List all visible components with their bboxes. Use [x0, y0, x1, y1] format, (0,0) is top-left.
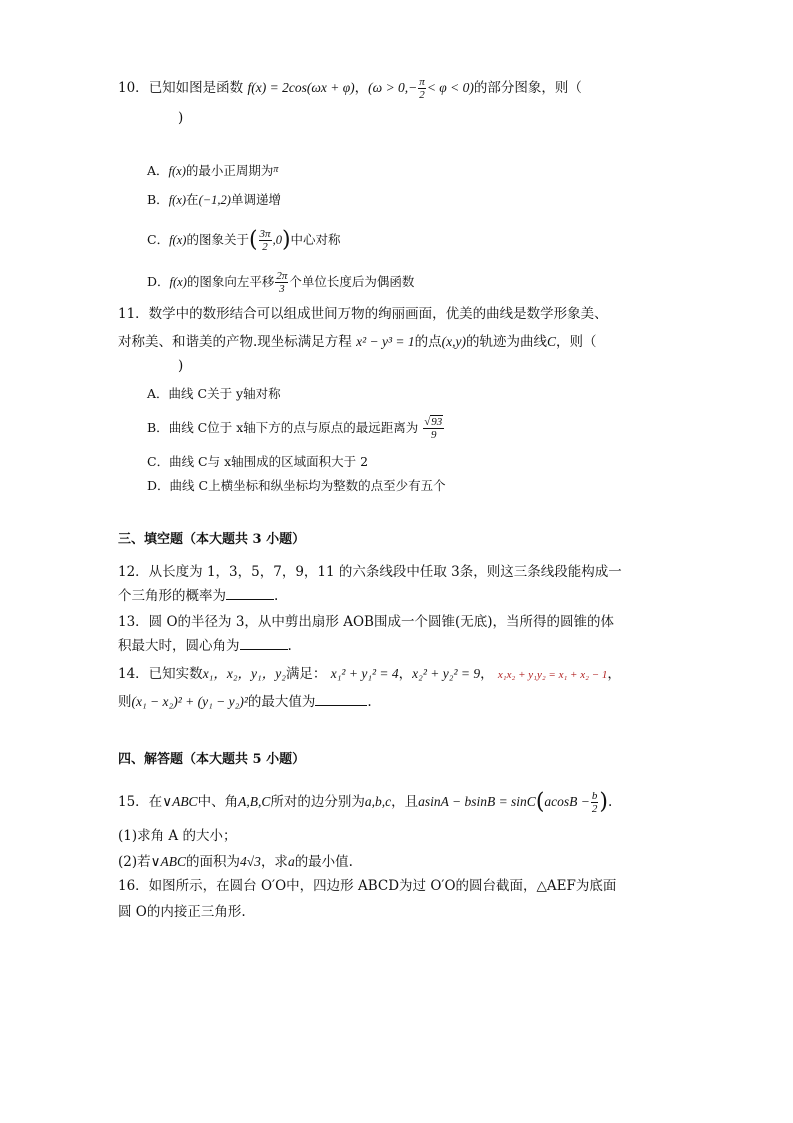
q10-close: ): [178, 110, 184, 126]
q15-part1: (1)求角 A 的大小；: [118, 828, 237, 844]
q13-line2: 积最大时，圆心角为 .: [118, 638, 292, 654]
q12-line1: 12．从长度为 1，3，5，7，9，11 的六条线段中任取 3条，则这三条线段能构成一: [118, 564, 622, 580]
section-heading-answer: 四、解答题（本大题共 5 小题）: [118, 752, 306, 767]
q10-number: 10．: [118, 80, 149, 96]
q12-line2: 个三角形的概率为 .: [118, 588, 279, 604]
q11-option-b: B．曲线 C位于 x轴下方的点与原点的最远距离为 $\frac{√93}{9}$: [147, 416, 443, 441]
q14-line2: 则(x₁ − x₂)² + (y₁ − y₂)²的最大值为 .: [118, 694, 372, 710]
q16-line2: 圆 O的内接正三角形.: [118, 904, 246, 920]
q16-line1: 16．如图所示，在圆台 O′O中，四边形 ABCD为过 O′O的圆台截面，△AEF为底面: [118, 878, 617, 894]
q14-answer-blank[interactable]: [315, 693, 367, 706]
q10-option-b: B．f(x)在(−1,2)单调递增: [147, 192, 281, 207]
q11-option-c: C．曲线 C与 x轴围成的区域面积大于 2: [147, 454, 369, 469]
q11-option-d: D．曲线 C上横坐标和纵坐标均为整数的点至少有五个: [147, 478, 446, 493]
q11-line1: 11．数学中的数形结合可以组成世间万物的绚丽画面，优美的曲线是数学形象美、: [118, 306, 608, 322]
q10-option-c: C．f(x)的图象关于( $\frac{3\pi}{2}$ ,0)中心对称: [147, 227, 341, 253]
q14-condition-red: x₁x₂ + y₁y₂ = x₁ + x₂ − 1: [497, 669, 608, 681]
q15-stem: 15．在∨ABC中、角A,B,C所对的边分别为a,b,c，且asinA − bsinB = sinC(acosB − $\frac{b}{2}$ ).: [118, 789, 613, 815]
q12-answer-blank[interactable]: [226, 587, 274, 600]
q10-stem: 10．已知如图是函数 f(x) = 2cos(ωx + φ)，(ω > 0,− $\frac{\pi}{2}$ < φ < 0)的部分图象，则（: [118, 76, 582, 101]
q11-option-a: A．曲线 C关于 y轴对称: [147, 386, 281, 401]
section-heading-fill-in: 三、填空题（本大题共 3 小题）: [118, 532, 306, 547]
q14-line1: 14．已知实数x₁，x₂，y₁，y₂满足： x₁² + y₁² = 4，x₂² + y₂² = 9， x₁x₂ + y₁y₂ = x₁ + x₂ − 1，: [118, 666, 621, 682]
q13-answer-blank[interactable]: [240, 637, 288, 650]
q13-line1: 13．圆 O的半径为 3，从中剪出扇形 AOB围成一个圆锥(无底)，当所得的圆锥的体: [118, 614, 614, 630]
q10-option-d: D．f(x)的图象向左平移 $\frac{2\pi}{3}$ 个单位长度后为偶函数: [147, 270, 415, 295]
q10-function: f(x) = 2cos(ωx + φ): [247, 80, 355, 95]
q11-line2: 对称美、和谐美的产物.现坐标满足方程 x² − y³ = 1的点(x,y)的轨迹为曲线C，则（: [118, 334, 597, 350]
q10-option-a: A．f(x)的最小正周期为$^\pi$: [147, 163, 279, 178]
q15-part2: (2)若∨ABC的面积为4√3，求a的最小值.: [118, 854, 353, 870]
q10-frac: $\frac{\pi}{2}$: [419, 76, 425, 101]
q11-close: ): [178, 358, 184, 374]
